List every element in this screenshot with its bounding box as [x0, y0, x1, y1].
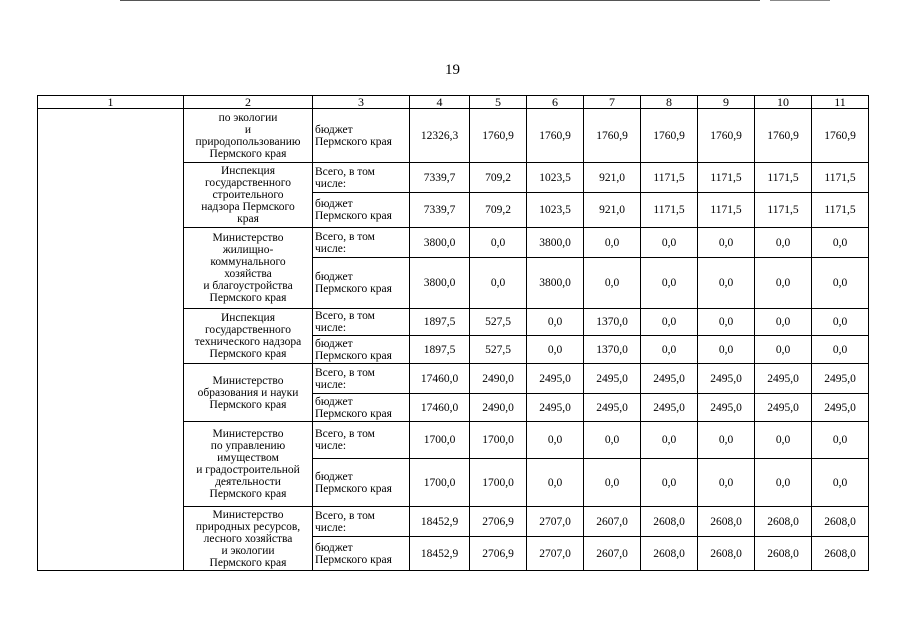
amount-cell: 2608,0 — [812, 537, 869, 571]
amount-cell: 18452,9 — [410, 507, 470, 537]
amount-cell: 2707,0 — [527, 507, 584, 537]
agency-cell: Министерство природных ресурсов, лесного хозяйства и экологии Пермского края — [184, 507, 313, 571]
amount-cell: 0,0 — [755, 258, 812, 309]
agency-cell: Министерство образования и науки Пермского края — [184, 364, 313, 422]
funding-source-cell: Всего, в том числе: — [313, 228, 410, 258]
amount-cell: 12326,3 — [410, 109, 470, 163]
amount-cell: 1700,0 — [470, 422, 527, 459]
amount-cell: 2495,0 — [812, 364, 869, 394]
amount-cell: 0,0 — [584, 228, 641, 258]
funding-source-cell: бюджет Пермского края — [313, 193, 410, 228]
amount-cell: 0,0 — [812, 258, 869, 309]
funding-source-cell: бюджет Пермского края — [313, 258, 410, 309]
amount-cell: 1760,9 — [812, 109, 869, 163]
scan-top-edge-fragment — [770, 0, 830, 1]
amount-cell: 3800,0 — [410, 228, 470, 258]
amount-cell: 0,0 — [641, 336, 698, 364]
amount-cell: 0,0 — [812, 422, 869, 459]
amount-cell: 1171,5 — [755, 193, 812, 228]
amount-cell: 1370,0 — [584, 309, 641, 336]
amount-cell: 0,0 — [470, 228, 527, 258]
amount-cell: 1171,5 — [812, 193, 869, 228]
column-header: 4 — [410, 96, 470, 109]
amount-cell: 2490,0 — [470, 394, 527, 422]
amount-cell: 1760,9 — [584, 109, 641, 163]
funding-source-cell: бюджет Пермского края — [313, 336, 410, 364]
amount-cell: 0,0 — [641, 459, 698, 507]
amount-cell: 2608,0 — [698, 537, 755, 571]
amount-cell: 1897,5 — [410, 309, 470, 336]
agency-cell: Инспекция государственного технического надзора Пермского края — [184, 309, 313, 364]
column-header: 9 — [698, 96, 755, 109]
amount-cell: 18452,9 — [410, 537, 470, 571]
amount-cell: 1760,9 — [527, 109, 584, 163]
amount-cell: 2608,0 — [755, 507, 812, 537]
amount-cell: 3800,0 — [527, 228, 584, 258]
funding-source-cell: бюджет Пермского края — [313, 459, 410, 507]
amount-cell: 2608,0 — [641, 537, 698, 571]
amount-cell: 0,0 — [755, 336, 812, 364]
funding-source-cell: бюджет Пермского края — [313, 537, 410, 571]
column-header: 11 — [812, 96, 869, 109]
amount-cell: 1171,5 — [698, 193, 755, 228]
amount-cell: 0,0 — [527, 336, 584, 364]
amount-cell: 0,0 — [812, 336, 869, 364]
amount-cell: 0,0 — [755, 459, 812, 507]
funding-source-cell: бюджет Пермского края — [313, 394, 410, 422]
amount-cell: 0,0 — [698, 258, 755, 309]
amount-cell: 1700,0 — [410, 459, 470, 507]
funding-source-cell: Всего, в том числе: — [313, 364, 410, 394]
amount-cell: 0,0 — [755, 309, 812, 336]
amount-cell: 17460,0 — [410, 394, 470, 422]
amount-cell: 1760,9 — [470, 109, 527, 163]
column-header: 1 — [38, 96, 184, 109]
table-row — [38, 109, 869, 163]
amount-cell: 2607,0 — [584, 507, 641, 537]
amount-cell: 1023,5 — [527, 193, 584, 228]
amount-cell: 1700,0 — [410, 422, 470, 459]
amount-cell: 2495,0 — [698, 394, 755, 422]
funding-source-cell: Всего, в том числе: — [313, 309, 410, 336]
funding-source-cell: Всего, в том числе: — [313, 422, 410, 459]
amount-cell: 0,0 — [698, 228, 755, 258]
amount-cell: 2607,0 — [584, 537, 641, 571]
amount-cell: 0,0 — [812, 309, 869, 336]
amount-cell: 2608,0 — [641, 507, 698, 537]
amount-cell: 2495,0 — [527, 364, 584, 394]
amount-cell: 0,0 — [698, 422, 755, 459]
column-header: 2 — [184, 96, 313, 109]
amount-cell: 1171,5 — [755, 163, 812, 193]
program-cell — [38, 109, 184, 571]
amount-cell: 1700,0 — [470, 459, 527, 507]
amount-cell: 527,5 — [470, 309, 527, 336]
agency-cell: Министерство по управлению имуществом и градостроительной деятельности Пермского края — [184, 422, 313, 507]
funding-source-cell: бюджет Пермского края — [313, 109, 410, 163]
amount-cell: 0,0 — [641, 228, 698, 258]
amount-cell: 2495,0 — [641, 364, 698, 394]
amount-cell: 0,0 — [755, 422, 812, 459]
column-header: 5 — [470, 96, 527, 109]
amount-cell: 1171,5 — [812, 163, 869, 193]
amount-cell: 0,0 — [698, 309, 755, 336]
amount-cell: 0,0 — [584, 459, 641, 507]
amount-cell: 0,0 — [470, 258, 527, 309]
scan-top-edge — [120, 0, 760, 1]
amount-cell: 0,0 — [698, 459, 755, 507]
amount-cell: 0,0 — [584, 258, 641, 309]
column-header: 7 — [584, 96, 641, 109]
amount-cell: 1760,9 — [698, 109, 755, 163]
amount-cell: 0,0 — [812, 228, 869, 258]
amount-cell: 2706,9 — [470, 537, 527, 571]
column-number-row — [38, 96, 869, 109]
column-header: 8 — [641, 96, 698, 109]
amount-cell: 2706,9 — [470, 507, 527, 537]
amount-cell: 2495,0 — [584, 394, 641, 422]
amount-cell: 1171,5 — [641, 163, 698, 193]
amount-cell: 0,0 — [641, 258, 698, 309]
agency-cell: Министерство жилищно- коммунального хозяйства и благоустройства Пермского края — [184, 228, 313, 309]
amount-cell: 0,0 — [527, 309, 584, 336]
amount-cell: 921,0 — [584, 163, 641, 193]
amount-cell: 0,0 — [527, 422, 584, 459]
amount-cell: 1023,5 — [527, 163, 584, 193]
amount-cell: 2495,0 — [584, 364, 641, 394]
amount-cell: 2495,0 — [755, 394, 812, 422]
budget-table — [37, 95, 869, 571]
amount-cell: 0,0 — [584, 422, 641, 459]
amount-cell: 709,2 — [470, 163, 527, 193]
amount-cell: 1370,0 — [584, 336, 641, 364]
amount-cell: 2707,0 — [527, 537, 584, 571]
amount-cell: 2608,0 — [755, 537, 812, 571]
amount-cell: 2490,0 — [470, 364, 527, 394]
amount-cell: 2495,0 — [812, 394, 869, 422]
amount-cell: 0,0 — [698, 336, 755, 364]
amount-cell: 709,2 — [470, 193, 527, 228]
agency-cell: Инспекция государственного строительного надзора Пермского края — [184, 163, 313, 228]
amount-cell: 921,0 — [584, 193, 641, 228]
amount-cell: 1171,5 — [641, 193, 698, 228]
amount-cell: 2608,0 — [698, 507, 755, 537]
amount-cell: 2495,0 — [527, 394, 584, 422]
amount-cell: 1897,5 — [410, 336, 470, 364]
column-header: 6 — [527, 96, 584, 109]
amount-cell: 0,0 — [641, 309, 698, 336]
amount-cell: 527,5 — [470, 336, 527, 364]
amount-cell: 7339,7 — [410, 193, 470, 228]
amount-cell: 1171,5 — [698, 163, 755, 193]
amount-cell: 1760,9 — [641, 109, 698, 163]
amount-cell: 7339,7 — [410, 163, 470, 193]
amount-cell: 0,0 — [641, 422, 698, 459]
amount-cell: 2608,0 — [812, 507, 869, 537]
agency-cell: по экологии и природопользованию Пермского края — [184, 109, 313, 163]
amount-cell: 0,0 — [527, 459, 584, 507]
amount-cell: 2495,0 — [698, 364, 755, 394]
amount-cell: 17460,0 — [410, 364, 470, 394]
page-number: 19 — [445, 62, 460, 78]
amount-cell: 0,0 — [812, 459, 869, 507]
amount-cell: 3800,0 — [527, 258, 584, 309]
funding-source-cell: Всего, в том числе: — [313, 507, 410, 537]
funding-source-cell: Всего, в том числе: — [313, 163, 410, 193]
amount-cell: 2495,0 — [755, 364, 812, 394]
table-body — [38, 96, 869, 571]
amount-cell: 2495,0 — [641, 394, 698, 422]
column-header: 3 — [313, 96, 410, 109]
amount-cell: 3800,0 — [410, 258, 470, 309]
amount-cell: 1760,9 — [755, 109, 812, 163]
amount-cell: 0,0 — [755, 228, 812, 258]
column-header: 10 — [755, 96, 812, 109]
